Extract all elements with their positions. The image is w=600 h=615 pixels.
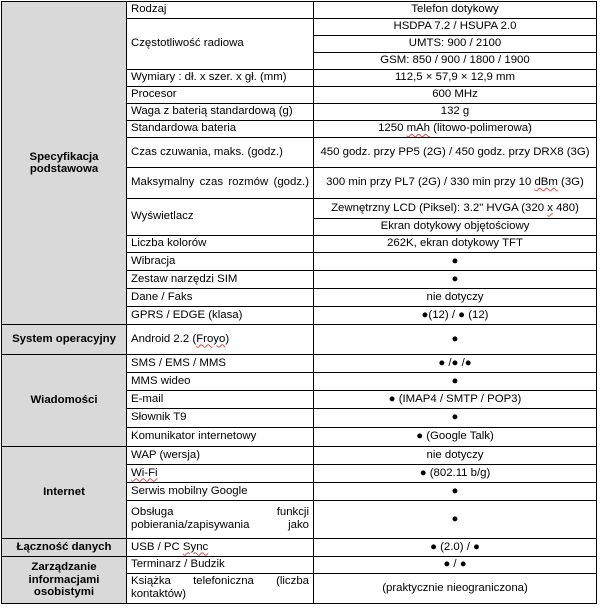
table-row [2, 539, 597, 557]
feature-cell-wymiary-dl-x-szer-x-gl-mm: Wymiary : dł. x szer. x gł. (mm) [127, 70, 314, 87]
value-cell: ● (802.11 b/g) [314, 465, 597, 483]
feature-cell-wap-wersja: WAP (wersja) [127, 447, 314, 465]
value-cell: ● /● /● [314, 355, 597, 373]
feature-cell-czestotliwosc-radiowa: Częstotliwość radiowa [127, 19, 314, 70]
value-cell: 1250 mAh (litowo-polimerowa) [314, 121, 597, 138]
value-cell: ● [314, 501, 597, 539]
feature-cell-standardowa-bateria: Standardowa bateria [127, 121, 314, 138]
value-cell: nie dotyczy [314, 447, 597, 465]
feature-cell-komunikator-internetowy: Komunikator internetowy [127, 428, 314, 447]
value-cell: Telefon dotykowy [314, 2, 597, 19]
spec-table [1, 1, 597, 604]
feature-cell-wyswietlacz: Wyświetlacz [127, 199, 314, 236]
category-cell: System operacyjny [2, 325, 127, 355]
table-row [2, 2, 597, 19]
table-row [2, 355, 597, 373]
feature-cell-obsluga-funkcji-pobierania-zapisywania-jako: Obsługa funkcji pobierania/zapisywania jako [127, 501, 314, 539]
value-cell: GSM: 850 / 900 / 1800 / 1900 [314, 53, 597, 70]
value-cell: nie dotyczy [314, 289, 597, 307]
table-row [2, 447, 597, 465]
feature-cell-procesor: Procesor [127, 87, 314, 104]
value-cell: ●(12) / ● (12) [314, 307, 597, 325]
table-row [2, 557, 597, 574]
value-cell: ● [314, 409, 597, 428]
value-cell: 262K, ekran dotykowy TFT [314, 236, 597, 253]
feature-cell-ksiazka-telefoniczna-liczba-kontaktow: Książka telefoniczna (liczba kontaktów) [127, 574, 314, 604]
feature-cell-zestaw-narzedzi-sim: Zestaw narzędzi SIM [127, 271, 314, 289]
value-cell: ● (2.0) / ● [314, 539, 597, 557]
value-cell: ● / ● [314, 557, 597, 574]
feature-cell-maksymalny-czas-rozmow-godz: Maksymalny czas rozmów (godz.) [127, 168, 314, 199]
category-cell: Specyfikacja podstawowa [2, 2, 127, 325]
value-cell: 112,5 × 57,9 × 12,9 mm [314, 70, 597, 87]
category-cell: Wiadomości [2, 355, 127, 447]
value-cell: ● [314, 253, 597, 271]
value-cell: ● (IMAP4 / SMTP / POP3) [314, 391, 597, 409]
feature-cell-serwis-mobilny-google: Serwis mobilny Google [127, 483, 314, 501]
feature-cell-wi-fi: Wi-Fi [127, 465, 314, 483]
category-cell: Łączność danych [2, 539, 127, 557]
value-cell: HSDPA 7.2 / HSUPA 2.0 [314, 19, 597, 36]
value-cell: Ekran dotykowy objętościowy [314, 219, 597, 236]
feature-cell-mms-wideo: MMS wideo [127, 373, 314, 391]
feature-cell-terminarz-budzik: Terminarz / Budzik [127, 557, 314, 574]
value-cell: UMTS: 900 / 2100 [314, 36, 597, 53]
feature-cell-rodzaj: Rodzaj [127, 2, 314, 19]
feature-cell-dane-faks: Dane / Faks [127, 289, 314, 307]
value-cell: ● [314, 373, 597, 391]
value-cell: ● [314, 325, 597, 355]
value-cell: 300 min przy PL7 (2G) / 330 min przy 10 dBm (3G) [314, 168, 597, 199]
category-cell: Zarządzanie informacjami osobistymi [2, 557, 127, 604]
value-cell: ● (Google Talk) [314, 428, 597, 447]
table-row [2, 325, 597, 355]
feature-cell-usb-pc-sync: USB / PC Sync [127, 539, 314, 557]
feature-cell-liczba-kolorow: Liczba kolorów [127, 236, 314, 253]
value-cell: ● [314, 271, 597, 289]
feature-cell-gprs-edge-klasa: GPRS / EDGE (klasa) [127, 307, 314, 325]
value-cell: (praktycznie nieograniczona) [314, 574, 597, 604]
feature-cell-e-mail: E-mail [127, 391, 314, 409]
feature-cell-slownik-t9: Słownik T9 [127, 409, 314, 428]
feature-cell-sms-ems-mms: SMS / EMS / MMS [127, 355, 314, 373]
feature-cell-wibracja: Wibracja [127, 253, 314, 271]
value-cell: 600 MHz [314, 87, 597, 104]
value-cell: 132 g [314, 104, 597, 121]
spec-table-body [2, 2, 597, 604]
feature-cell-waga-z-bateria-standardowa-g: Waga z baterią standardową (g) [127, 104, 314, 121]
value-cell: ● [314, 483, 597, 501]
value-cell: 450 godz. przy PP5 (2G) / 450 godz. przy DRX8 (3G) [314, 138, 597, 168]
category-cell: Internet [2, 447, 127, 539]
value-cell: Zewnętrzny LCD (Piksel): 3.2" HVGA (320 x 480) [314, 199, 597, 219]
feature-cell-android-2-2-froyo: Android 2.2 (Froyo) [127, 325, 314, 355]
feature-cell-czas-czuwania-maks-godz: Czas czuwania, maks. (godz.) [127, 138, 314, 168]
